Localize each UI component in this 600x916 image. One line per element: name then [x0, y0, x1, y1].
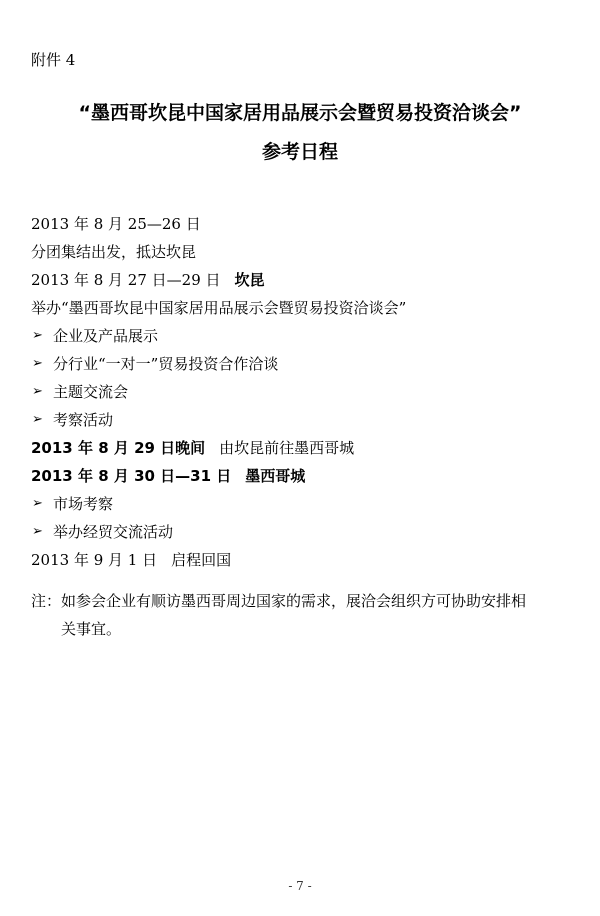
schedule-activity: 启程回国 [171, 551, 232, 569]
schedule-bullet-item [31, 406, 571, 434]
schedule-text: 举办“墨西哥坎昆中国家居用品展示会暨贸易投资洽谈会” [31, 299, 407, 317]
schedule-date: 2013 年 8 月 25—26 日 [31, 215, 201, 233]
bullet-text: 企业及产品展示 [53, 327, 159, 345]
arrow-bullet-icon: ➢ [32, 412, 43, 427]
arrow-bullet-icon: ➢ [32, 356, 43, 371]
schedule-date: 2013 年 8 月 27 日—29 日 [31, 271, 221, 289]
arrow-bullet-icon: ➢ [32, 496, 43, 511]
schedule-list [31, 210, 571, 574]
schedule-bullet-item [31, 350, 571, 378]
arrow-bullet-icon: ➢ [32, 384, 43, 399]
schedule-text-row [31, 238, 571, 266]
arrow-bullet-icon: ➢ [32, 328, 43, 343]
page-number: - 7 - [288, 879, 312, 893]
note-paragraph [31, 587, 576, 643]
bullet-text: 考察活动 [53, 411, 114, 429]
schedule-date: 2013 年 8 月 29 日晚间 [31, 439, 206, 457]
schedule-bullet-item [31, 490, 571, 518]
schedule-place: 墨西哥城 [245, 467, 306, 485]
schedule-bullet-item [31, 378, 571, 406]
schedule-bullet-item [31, 322, 571, 350]
schedule-activity: 由坎昆前往墨西哥城 [219, 439, 355, 457]
schedule-date-row [31, 546, 571, 574]
arrow-bullet-icon: ➢ [32, 524, 43, 539]
schedule-date: 2013 年 9 月 1 日 [31, 551, 158, 569]
note-line: 注：如参会企业有顺访墨西哥周边国家的需求，展洽会组织方可协助安排相 [31, 592, 527, 610]
schedule-bullet-item [31, 518, 571, 546]
schedule-date: 2013 年 8 月 30 日—31 日 [31, 467, 232, 485]
bullet-text: 市场考察 [53, 495, 114, 513]
schedule-date-row [31, 210, 571, 238]
bullet-text: 分行业“一对一”贸易投资合作洽谈 [53, 355, 279, 373]
schedule-date-row [31, 266, 571, 294]
schedule-date-row [31, 462, 571, 490]
attachment-label: 附件 4 [31, 51, 76, 69]
note-line: 关事宜。 [61, 620, 122, 638]
bullet-text: 主题交流会 [53, 383, 129, 401]
document-title: “墨西哥坎昆中国家居用品展示会暨贸易投资洽谈会” [78, 102, 522, 124]
schedule-date-row [31, 434, 571, 462]
schedule-text-row [31, 294, 571, 322]
document-subtitle: 参考日程 [261, 141, 338, 163]
schedule-place: 坎昆 [234, 271, 265, 289]
bullet-text: 举办经贸交流活动 [53, 523, 174, 541]
schedule-text: 分团集结出发，抵达坎昆 [31, 243, 197, 261]
